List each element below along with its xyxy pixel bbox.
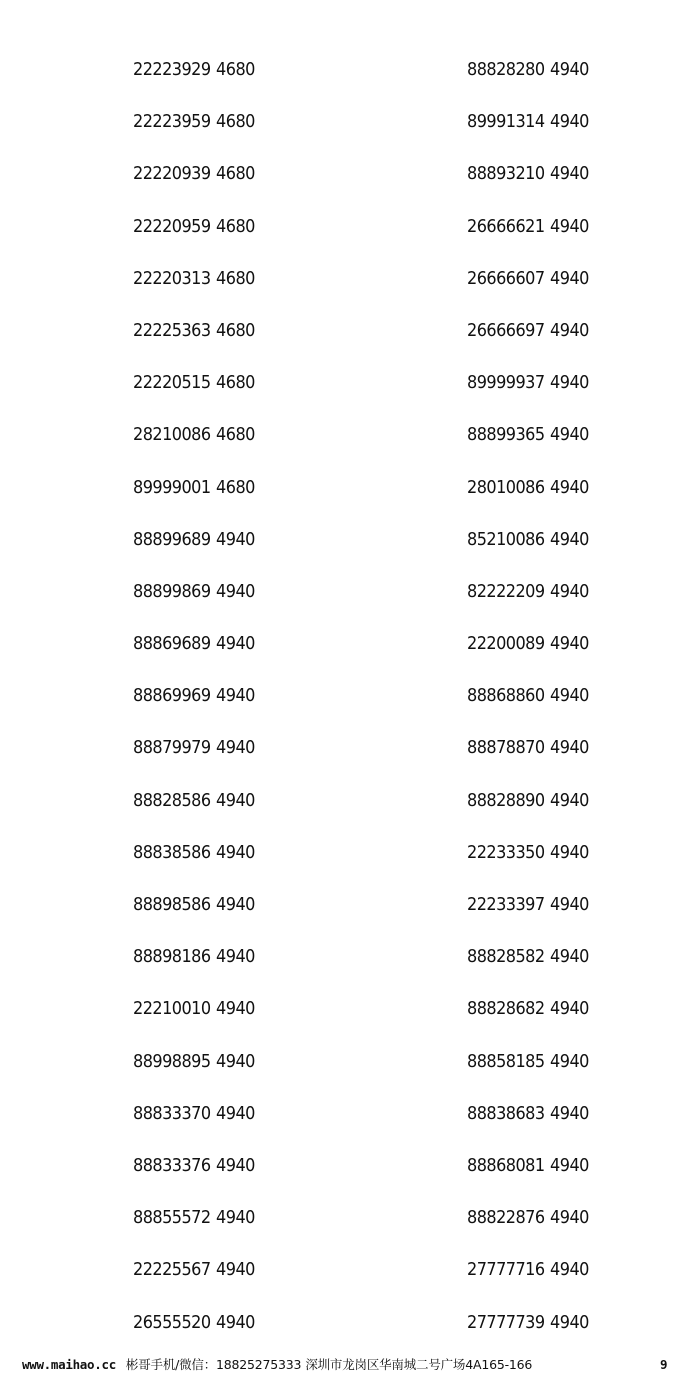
price-value: 4940 [550,529,589,550]
phone-number: 28010086 [467,477,545,498]
number-entry [133,783,335,835]
price-value: 4940 [550,1155,589,1176]
price-value: 4680 [216,216,255,237]
phone-number: 88893210 [467,164,545,185]
phone-number: 22200089 [467,634,545,655]
phone-number: 88858185 [467,1051,545,1072]
phone-number: 88828682 [467,999,545,1020]
number-entry [133,313,335,365]
price-value: 4680 [216,164,255,185]
number-entry [467,209,669,261]
page-footer [22,1354,682,1376]
number-entry [133,365,335,417]
footer-address: 深圳市龙岗区华南城二号广场4A165-166 [305,1357,533,1372]
number-list-right-column [467,52,687,1357]
phone-number: 88838586 [133,842,211,863]
price-value: 4680 [216,373,255,394]
number-entry [133,887,335,939]
number-entry [467,991,669,1043]
price-value: 4940 [550,1312,589,1333]
phone-number: 28210086 [133,425,211,446]
price-value: 4940 [216,529,255,550]
number-entry [133,104,335,156]
phone-number: 22220313 [133,268,211,289]
price-value: 4940 [216,581,255,602]
number-list-left-column [133,52,353,1357]
phone-number: 88828280 [467,60,545,80]
price-value: 4940 [550,112,589,133]
number-entry [467,417,669,469]
number-entry [467,1305,669,1357]
phone-number: 88898186 [133,947,211,968]
number-entry [467,1252,669,1304]
phone-number: 88833370 [133,1103,211,1124]
phone-number: 22233397 [467,895,545,915]
price-value: 4940 [550,686,589,707]
price-value: 4940 [550,581,589,602]
footer-contact: 彬哥手机/微信：18825275333 [125,1357,302,1372]
phone-number: 22233350 [467,842,545,863]
number-entry [133,1305,335,1357]
price-value: 4680 [216,60,255,80]
number-entry [467,365,669,417]
price-value: 4940 [550,1051,589,1072]
number-entry [467,1044,669,1096]
page-number: 9 [660,1357,668,1372]
number-entry [133,626,335,678]
phone-number: 89999937 [467,373,545,394]
phone-number: 22210010 [133,999,211,1020]
price-value: 4940 [216,999,255,1020]
price-value: 4680 [216,320,255,341]
number-entry [467,104,669,156]
phone-number: 26666621 [467,216,545,237]
number-entry [467,1096,669,1148]
number-entry [467,783,669,835]
number-entry [467,470,669,522]
phone-number: 88899869 [133,581,211,602]
price-value: 4680 [216,268,255,289]
number-entry [133,1252,335,1304]
number-entry [133,991,335,1043]
phone-number: 88833376 [133,1155,211,1176]
price-value: 4940 [550,320,589,341]
phone-number: 89999001 [133,477,211,498]
price-value: 4940 [216,1155,255,1176]
number-entry [133,156,335,208]
price-value: 4940 [216,1312,255,1333]
number-entry [467,52,669,104]
phone-number: 22225363 [133,320,211,341]
price-value: 4940 [550,216,589,237]
number-entry [133,730,335,782]
price-value: 4940 [550,947,589,968]
number-entry [467,939,669,991]
price-value: 4940 [550,895,589,915]
phone-number: 27777716 [467,1260,545,1281]
phone-number: 88822876 [467,1208,545,1229]
price-value: 4680 [216,112,255,133]
price-value: 4940 [216,790,255,811]
number-entry [133,939,335,991]
number-entry [133,835,335,887]
number-entry [467,156,669,208]
price-value: 4940 [550,164,589,185]
price-value: 4940 [550,790,589,811]
price-value: 4940 [216,1103,255,1124]
price-value: 4940 [216,634,255,655]
number-entry [467,678,669,730]
number-entry [133,209,335,261]
price-value: 4940 [550,373,589,394]
number-entry [467,522,669,574]
price-value: 4940 [216,1260,255,1281]
number-entry [133,261,335,313]
number-entry [133,470,335,522]
phone-number: 88898586 [133,895,211,915]
phone-number: 88869689 [133,634,211,655]
price-value: 4940 [216,1051,255,1072]
phone-number: 88878870 [467,738,545,759]
number-entry [467,1148,669,1200]
price-value: 4940 [216,738,255,759]
price-value: 4940 [550,477,589,498]
number-entry [133,678,335,730]
price-value: 4940 [550,634,589,655]
phone-number: 22220959 [133,216,211,237]
phone-number: 89991314 [467,112,545,133]
number-entry [133,574,335,626]
phone-number: 22223929 [133,60,211,80]
phone-number: 88828890 [467,790,545,811]
number-entry [467,730,669,782]
price-value: 4940 [550,1103,589,1124]
number-entry [467,626,669,678]
price-value: 4680 [216,477,255,498]
price-value: 4940 [550,425,589,446]
price-value: 4940 [216,1208,255,1229]
price-value: 4940 [550,738,589,759]
phone-number: 85210086 [467,529,545,550]
price-value: 4940 [550,999,589,1020]
number-entry [467,313,669,365]
phone-number: 88899689 [133,529,211,550]
number-entry [133,1200,335,1252]
number-entry [133,1044,335,1096]
number-entry [133,1148,335,1200]
phone-number: 88869969 [133,686,211,707]
phone-number: 22225567 [133,1260,211,1281]
phone-number: 22223959 [133,112,211,133]
phone-number: 22220515 [133,373,211,394]
phone-number: 88838683 [467,1103,545,1124]
price-value: 4940 [550,842,589,863]
price-value: 4940 [216,842,255,863]
price-value: 4680 [216,425,255,446]
footer-website: www.maihao.cc [22,1357,116,1372]
phone-number: 88879979 [133,738,211,759]
phone-number: 88828582 [467,947,545,968]
number-entry [467,1200,669,1252]
phone-number: 88998895 [133,1051,211,1072]
number-entry [133,417,335,469]
phone-number: 88899365 [467,425,545,446]
price-value: 4940 [550,1208,589,1229]
price-value: 4940 [550,1260,589,1281]
number-entry [133,522,335,574]
price-value: 4940 [216,947,255,968]
price-value: 4940 [550,268,589,289]
number-entry [133,1096,335,1148]
phone-number: 26555520 [133,1312,211,1333]
number-entry [467,887,669,939]
phone-number: 26666697 [467,320,545,341]
phone-number: 82222209 [467,581,545,602]
number-entry [467,261,669,313]
phone-number: 88868860 [467,686,545,707]
price-value: 4940 [550,60,589,80]
phone-number: 22220939 [133,164,211,185]
phone-number: 26666607 [467,268,545,289]
price-value: 4940 [216,895,255,915]
phone-number: 88868081 [467,1155,545,1176]
phone-number: 27777739 [467,1312,545,1333]
phone-number: 88828586 [133,790,211,811]
number-entry [467,835,669,887]
number-entry [467,574,669,626]
price-value: 4940 [216,686,255,707]
phone-number: 88855572 [133,1208,211,1229]
number-entry [133,52,335,104]
